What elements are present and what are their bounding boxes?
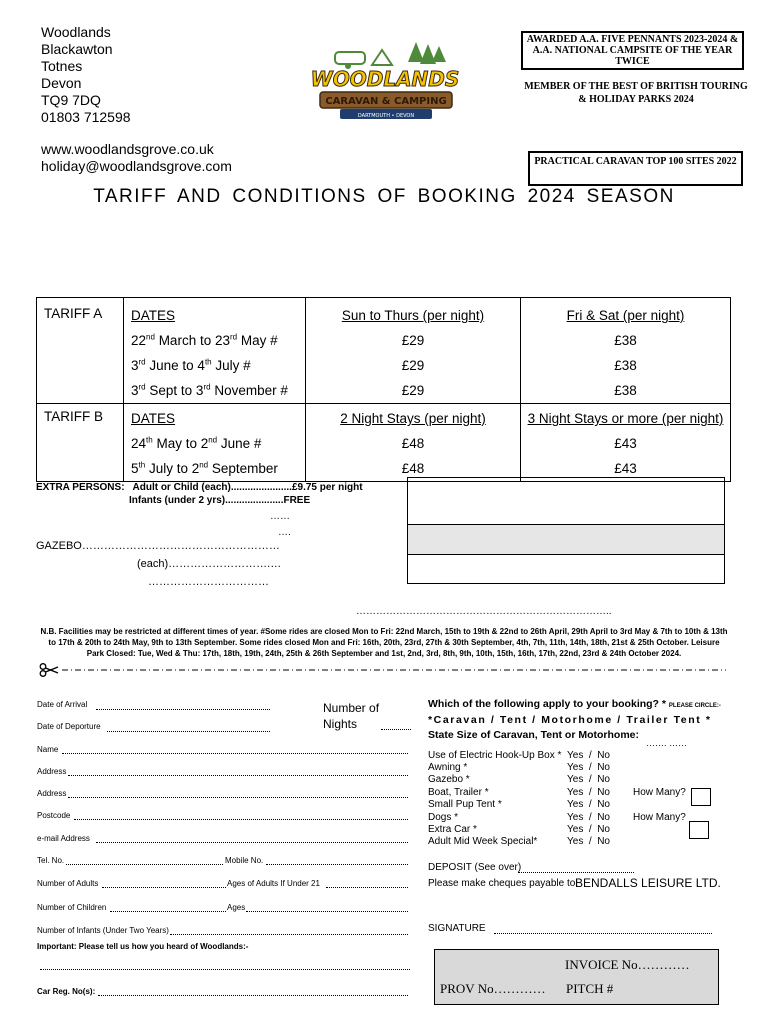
name-field[interactable] [62,753,408,754]
option-yes-no[interactable]: Yes / No [567,750,610,761]
page-title: TARIFF AND CONDITIONS OF BOOKING 2024 SEASON [93,186,675,207]
tariff-b-date-row: 5th July to 2nd September [131,460,278,476]
tariff-a-date-row: 3rd Sept to 3rd November # [131,382,288,398]
mobile-field[interactable] [266,864,408,865]
postcode-label: Postcode [37,811,71,820]
tariff-b-date-row: 24th May to 2nd June # [131,435,262,451]
nights-field[interactable] [381,729,411,730]
car-reg-label: Car Reg. No(s): [37,987,96,996]
logo-wordmark: WOODLANDS [310,67,460,91]
tariff-a-date-row: 3rd June to 4th July # [131,357,251,373]
ages-field[interactable] [246,911,408,912]
children-field[interactable] [110,911,226,912]
cheques-label: Please make cheques payable to: [428,878,579,889]
price: £29 [401,333,425,348]
children-label: Number of Children [37,903,107,912]
website-link[interactable]: www.woodlandsgrove.co.uk [41,141,214,157]
invoice-number: INVOICE No………… [565,957,690,972]
address-line: Totnes [41,58,83,74]
adults-label: Number of Adults [37,879,99,888]
option-label: Small Pup Tent * [428,799,502,810]
address-line: TQ9 7DQ [41,92,101,108]
gazebo-row: GAZEBO……………………………………………… [36,540,280,552]
signature-label: SIGNATURE [428,923,486,934]
ages-label: Ages [227,903,246,912]
option-yes-no[interactable]: Yes / No [567,787,610,798]
tel-label: Tel. No. [37,856,65,865]
adults-field[interactable] [102,887,226,888]
pitch-number: PITCH # [566,981,614,996]
contact-block [41,141,232,175]
nights-label: Number of Nights [323,701,380,731]
option-yes-no[interactable]: Yes / No [567,812,610,823]
price: £48 [401,461,425,476]
date-departure-field[interactable] [107,731,270,732]
price: £38 [614,333,637,348]
price: £38 [614,358,637,373]
address1-label: Address [37,767,67,776]
tariff-b-dates-head: DATES [131,411,176,426]
tariff-table [36,297,731,482]
price: £29 [401,358,425,373]
please-circle-note: PLEASE CIRCLE:- [668,703,721,709]
deposit-label: DEPOSIT (See over) [428,862,522,873]
tariff-a-dates-head: DATES [131,308,176,323]
email-label: e-mail Address [37,834,90,843]
size-field[interactable]: ……. …… [646,738,688,748]
price-box[interactable] [407,555,725,584]
email-field[interactable] [96,842,408,843]
address2-label: Address [37,789,67,798]
address-line: Woodlands [41,24,111,40]
infants-field[interactable] [170,934,408,935]
address-line: Devon [41,75,82,91]
extra-persons-label: EXTRA PERSONS: [36,482,125,493]
infants-rate: Infants (under 2 yrs).....................FREE [129,495,311,506]
woodlands-logo [300,40,470,130]
address-block [41,24,131,126]
dots-line: ………………………………………………………………….. [356,606,612,617]
option-label: Dogs * [428,812,459,823]
tel-field[interactable] [66,864,223,865]
tariff-a-label: TARIFF A [37,298,124,404]
payee-name: BENDALLS LEISURE LTD. [575,876,721,890]
office-use-box [434,949,719,1005]
member-text: MEMBER OF THE BEST OF BRITISH TOURING & HOLIDAY PARKS 2024 [524,81,748,105]
tariff-b-col1-head: 2 Night Stays (per night) [340,411,486,426]
how-many-label: How Many? [633,812,686,823]
phone-number: 01803 712598 [41,109,131,125]
scissors-icon [40,664,58,677]
booking-question: Which of the following apply to your booking? * [428,698,666,710]
price-box[interactable] [407,525,725,555]
deposit-field[interactable] [518,872,634,873]
price: £38 [614,383,637,398]
option-label: Use of Electric Hook-Up Box * [428,750,562,761]
practical-caravan-box: PRACTICAL CARAVAN TOP 100 SITES 2022 [528,151,743,186]
postcode-field[interactable] [74,819,408,820]
logo-subtitle: CARAVAN & CAMPING [325,96,447,107]
dots-line: …. [278,527,291,538]
signature-field[interactable] [494,933,712,934]
adult-child-rate: Adult or Child (each)......................£9.75 per night [132,482,363,493]
option-label: Boat, Trailer * [428,787,489,798]
email-link[interactable]: holiday@woodlandsgrove.com [41,158,232,174]
option-label: Gazebo * [428,774,470,785]
ages-adults-label: Ages of Adults If Under 21 [227,879,320,888]
mobile-label: Mobile No. [225,856,264,865]
price-boxes [407,477,725,584]
tariff-a-col2-head: Fri & Sat (per night) [566,308,685,323]
tariff-a-date-row: 22nd March to 23rd May # [131,332,278,348]
price: £43 [614,436,637,451]
nb-notice: N.B. Facilities may be restricted at different times of year. #Some rides are closed Mon to Fri: 22nd March, 15th to 19th & 22nd to 26th April, 29th April to 3rd May & 7th to 10th & 13th to 17th & 20th to 24th May, 9th to 13th September. Some rides closed Mon and Fri: 16th, 20th, 23rd, 27th & 30th September, 4th, 7th, 11th, 14th, 18th, 21st & 25th October. Leisure Park Closed: Tue, Wed & Thu: 17th, 18th, 19th, 24th, 25th & 26th September and 1st, 2nd, 3rd, 8th, 9th, 10th, 15th, 16th, 17th, 22nd, 23rd & 24th October 2024. [40,627,728,658]
option-label: Extra Car * [428,824,477,835]
price-box[interactable] [407,477,725,525]
date-arrival-field[interactable] [96,709,270,710]
price: £48 [401,436,425,451]
date-arrival-label: Date of Arrival [37,700,88,709]
aa-award-box: AWARDED A.A. FIVE PENNANTS 2023-2024 & A.A. NATIONAL CAMPSITE OF THE YEAR TWICE [521,31,744,70]
option-yes-no[interactable]: Yes / No [567,762,610,773]
car-reg-field[interactable] [98,995,408,996]
state-size-label: State Size of Caravan, Tent or Motorhome: [428,729,639,741]
option-label: Awning * [428,762,468,773]
boat-count-box[interactable] [691,788,711,806]
cut-line [38,663,728,677]
date-departure-label: Date of Deporture [37,722,101,731]
dogs-count-box[interactable] [689,821,709,839]
tariff-b-col2-head: 3 Night Stays or more (per night) [527,411,724,426]
price: £29 [401,383,425,398]
option-yes-no[interactable]: Yes / No [567,799,610,810]
price: £43 [614,461,637,476]
infants-label: Number of Infants (Under Two Years) [37,926,169,935]
prov-number: PROV No………… [440,981,546,996]
how-many-label: How Many? [633,787,686,798]
address1-field[interactable] [68,775,408,776]
tariff-a-col1-head: Sun to Thurs (per night) [341,308,485,323]
extra-persons [36,481,363,507]
address-line: Blackawton [41,41,113,57]
address2-field[interactable] [68,797,408,798]
option-yes-no[interactable]: Yes / No [567,824,610,835]
booking-types[interactable]: *Caravan / Tent / Motorhome / Trailer Tent * [428,714,712,726]
option-yes-no[interactable]: Yes / No [567,836,610,847]
option-yes-no[interactable]: Yes / No [567,774,610,785]
name-label: Name [37,745,59,754]
tariff-b-label: TARIFF B [37,404,124,482]
logo-place: DARTMOUTH • DEVON [357,113,415,119]
heard-field[interactable] [40,969,410,970]
each-row: (each)……………………….… [137,558,282,570]
option-label: Adult Mid Week Special* [428,836,538,847]
dots-line: …………………………… [148,576,269,588]
ages-adults-field[interactable] [326,887,408,888]
heard-label: Important: Please tell us how you heard of Woodlands:- [37,942,249,951]
dots-line: …… [270,511,290,522]
